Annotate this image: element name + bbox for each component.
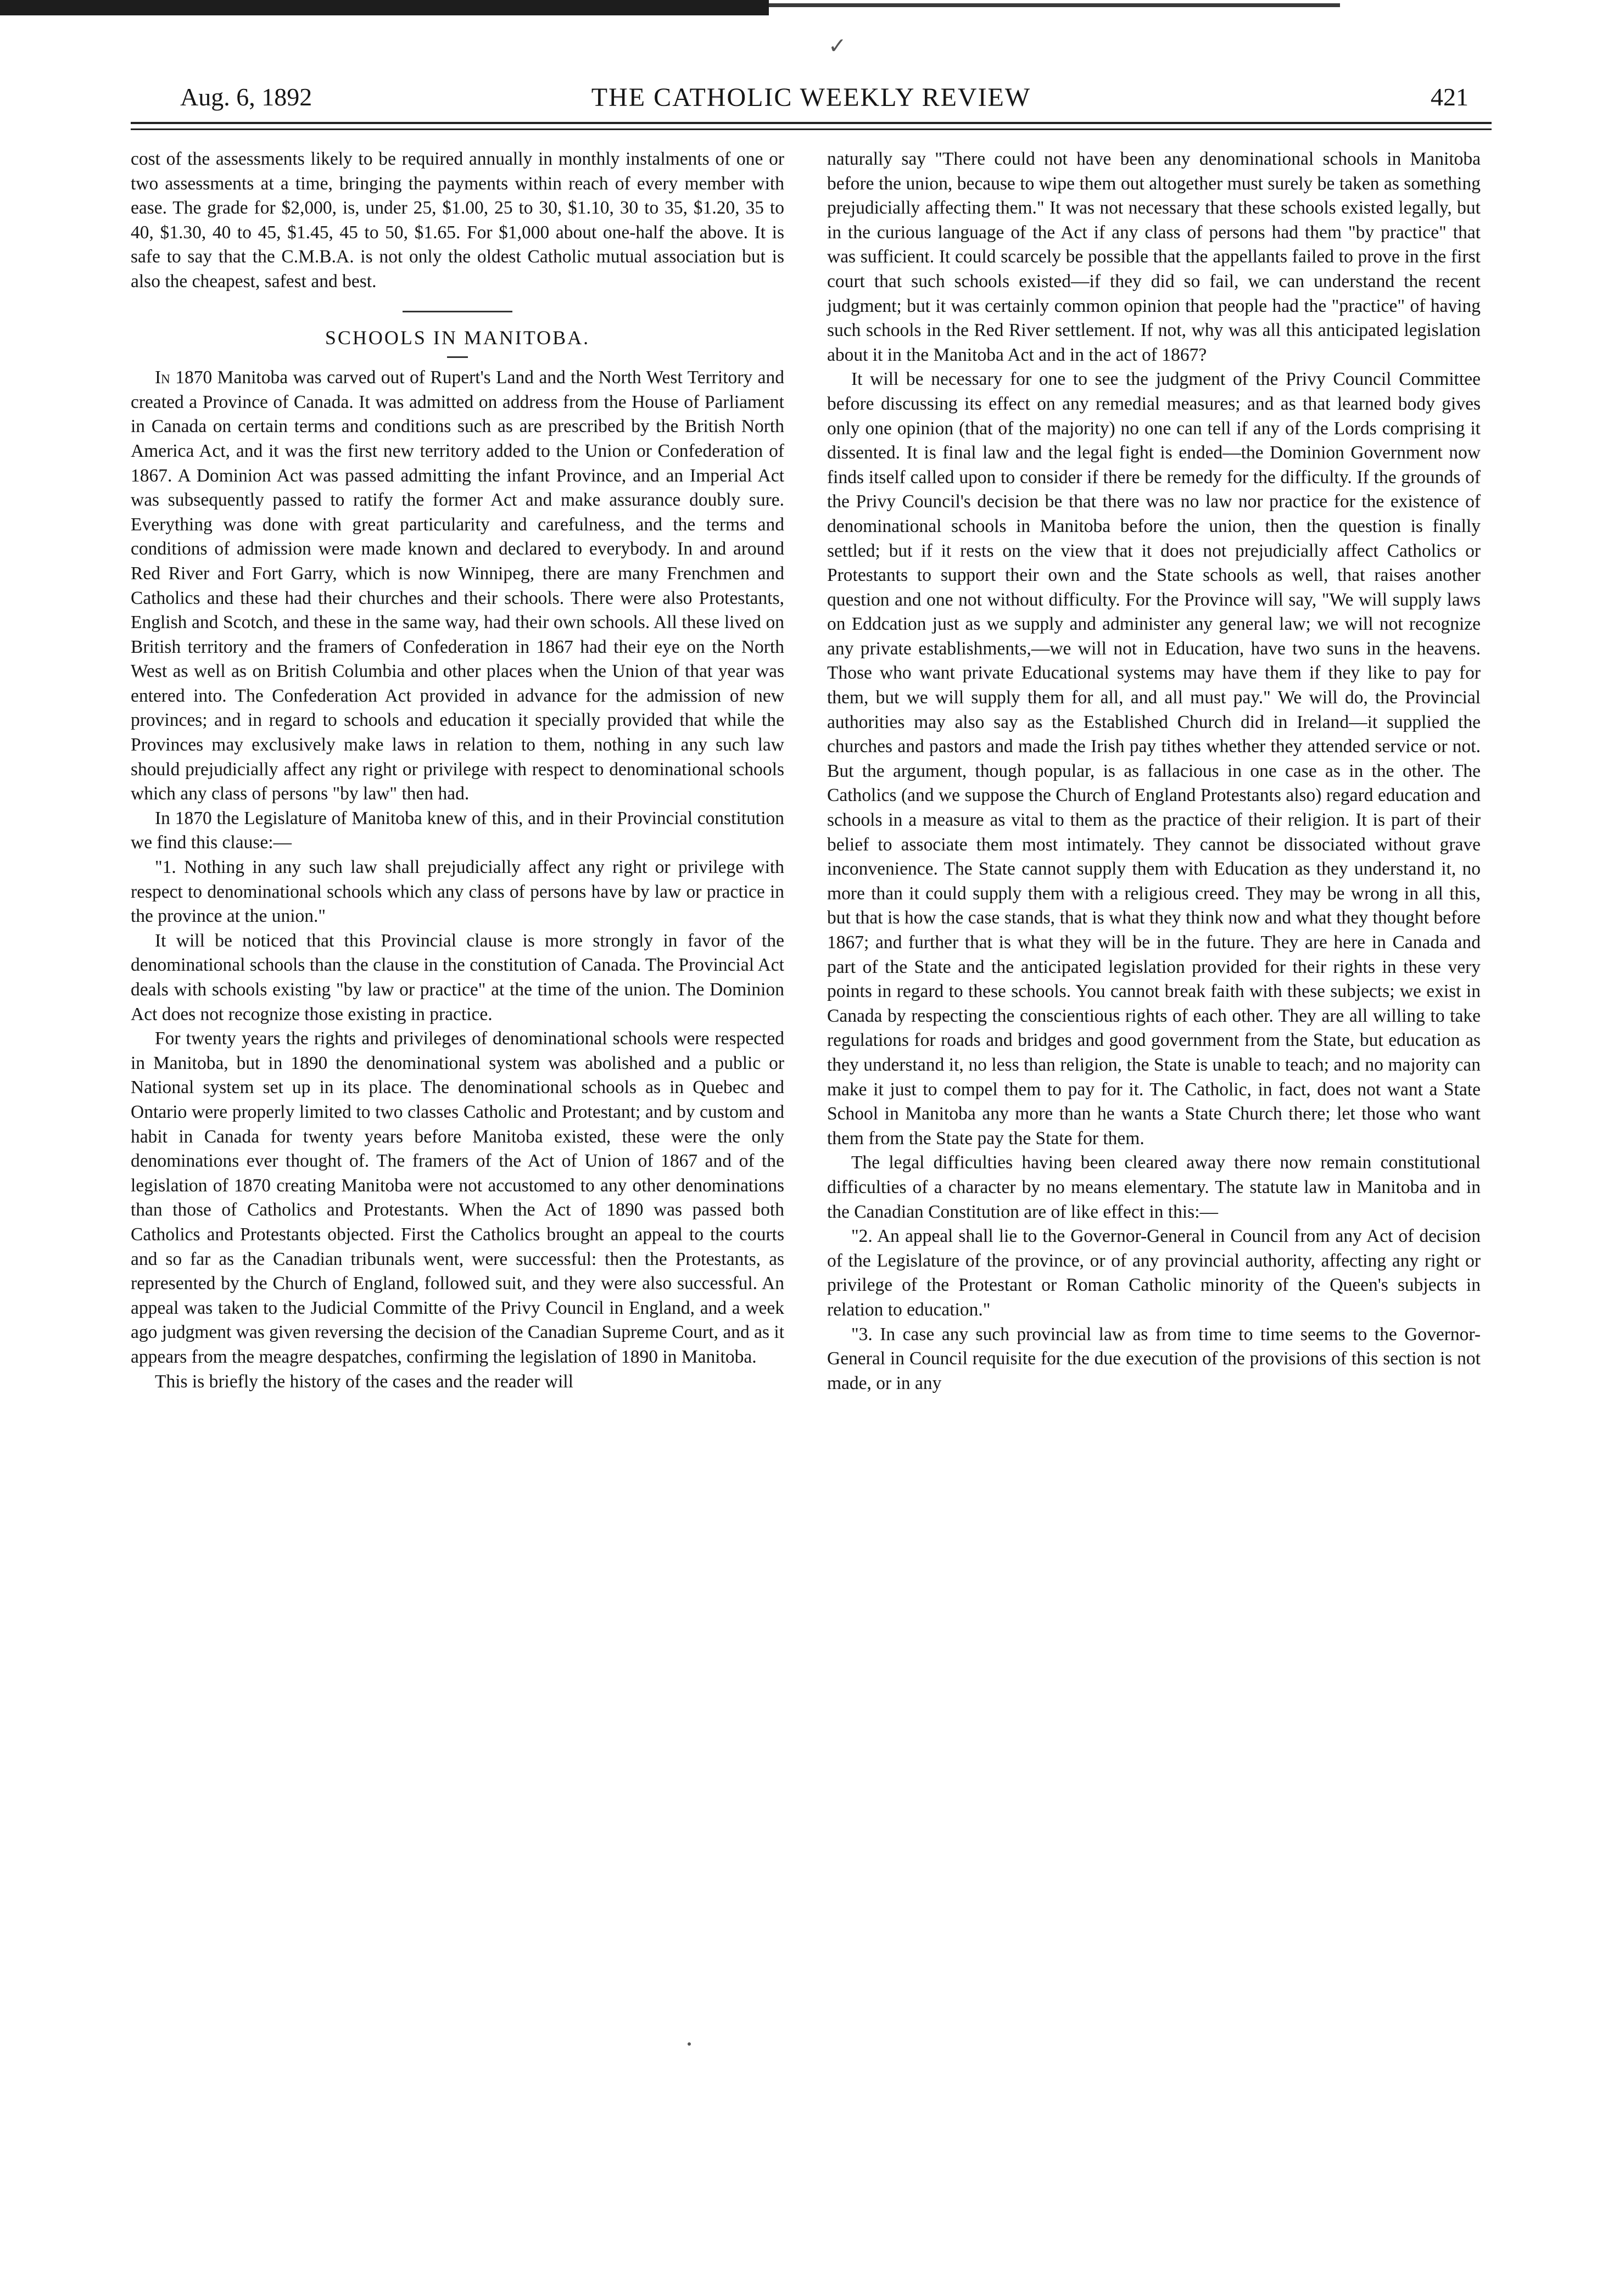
paragraph: The legal difficulties having been cleared away there now remain constitutional difficulties of a character by no means elementary. The statute law in Manitoba and in the Canadian Constitution are of like effect in this:—: [827, 1152, 1481, 1222]
paragraph: In 1870 the Legislature of Manitoba knew of this, and in their Provincial constitution we find this clause:—: [131, 808, 784, 853]
scan-edge-bar: [769, 3, 1340, 7]
paragraph-text: 1870 Manitoba was carved out of Rupert's Land and the North West Territory and created a Province of Canada. It was admitted on address from the House of Parliament in Canada on certain terms and conditions such as are prescribed by the British North America Act, and it was the first new territory added to the Union or Confederation of 1867. A Dominion Act was passed admitting the infant Province, and an Imperial Act was subsequently passed to ratify the former Act and make assurance doubly sure. Everything was done with great particularity and carefulness, and the terms and conditions of admission were made known and declared to everybody. In and around Red River and Fort Garry, which is now Winnipeg, there are many Frenchmen and Catholics and these had their churches and their schools. There were also Protestants, English and Scotch, and these in the same way, had their own schools. All these lived on British territory and the framers of Confederation in 1867 had their eye on the North West as well as on British Columbia and other places when the Union of that year was entered into. The Confederation Act provided in advance for the admission of new provinces; and in regard to schools and education it specially provided that while the Provinces may exclusively make laws in relation to them, nothing in any such law should prejudicially affect any right or privilege with respect to denominational schools which any class of persons "by law" then had.: [131, 367, 784, 804]
page-number: 421: [1431, 83, 1469, 111]
paragraph: It will be noticed that this Provincial clause is more strongly in favor of the denominational schools than the clause in the constitution of Canada. The Provincial Act deals with schools existing "by law or practice" at the time of the union. The Dominion Act does not recognize those existing in practice.: [131, 930, 784, 1024]
right-column: [827, 147, 1481, 1396]
paragraph: naturally say "There could not have been any denominational schools in Manitoba before the union, because to wipe them out altogether must surely be taken as something prejudicially affecting them." It was not necessary that these schools existed legally, but in the curious language of the Act if any class of persons had them "by practice" that was sufficient. It could scarcely be possible that the appellants failed to prove in the first court that such schools existed—if they did so fail, we can understand the recent judgment; but it was certainly common opinion that people had the "practice" of having such schools in the Red River settlement. If not, why was all this anticipated legislation about it in the Manitoba Act and in the act of 1867?: [827, 149, 1481, 365]
header-rule: [131, 122, 1492, 124]
scan-mark: ✓: [828, 33, 847, 58]
paragraph: For twenty years the rights and privileges of denominational schools were respected in Manitoba, but in 1890 the denominational system was abolished and a public or National system set up in its place. The denominational schools as in Quebec and Ontario were properly limited to two classes Catholic and Protestant; and by custom and habit in Canada for twenty years before Manitoba existed, these were the only denominations ever thought of. The framers of the Act of Union of 1867 and of the legislation of 1870 creating Manitoba were not accustomed to any other denominations than those of Catholics and Protestants. When the Act of 1890 was passed both Catholics and Protestants objected. First the Catholics brought an appeal to the courts and so far as the Canadian tribunals went, were successful: then the Protestants, as represented by the Church of England, followed suit, and they were also successful. An appeal was taken to the Judicial Committe of the Privy Council in England, and a week ago judgment was given reversing the decision of the Canadian Supreme Court, and as it appears from the meagre despatches, confirming the legislation of 1890 in Manitoba.: [131, 1028, 784, 1367]
section-title: SCHOOLS IN MANITOBA.: [325, 326, 590, 349]
quoted-clause: "1. Nothing in any such law shall prejudicially affect any right or privilege with respect to denominational schools which any class of persons have by law or practice in the province at the union.": [131, 857, 784, 927]
left-column: [131, 147, 784, 1394]
paragraph: It will be necessary for one to see the judgment of the Privy Council Committee before discussing its effect on any remedial measures; and as that learned body gives only one opinion (that of the majority) no one can tell if any of the Lords comprising it dissented. It is final law and the legal fight is ended—the Dominion Government now finds itself called upon to consider if there be remedy for the difficulty. If the grounds of the Privy Council's decision be that there was no law nor practice for the existence of denominational schools in Manitoba before the union, then the question is finally settled; but if it rests on the view that it does not prejudicially affect Catholics or Protestants to support their own and the State schools as well, that raises another question and one not without difficulty. For the Province will say, "We will supply laws on Eddcation just as we supply and administer any general law; we will not recognize any private establishments,—we will not in Education, have two suns in the heavens. Those who want private Educational systems may have them if they like to pay for them, but we will supply them for all, and all must pay." We will do, the Provincial authorities may also say as the Established Church did in Ireland—it supplied the churches and pastors and made the Irish pay tithes whether they attended service or not. But the argument, though popular, is as fallacious in one case as in the other. The Catholics (and we suppose the Church of England Protestants also) regard education and schools in a measure as vital to them as the practice of their religion. It is part of their belief to associate them most intimately. They cannot be dissociated without grave inconvenience. The State cannot supply them with Education as they understand it, no more than it could supply them with a religious creed. They may be wrong in all this, but that is how the case stands, that is what they think now and what they thought before 1867; and further that is what they will be in the future. They are here in Canada and part of the State and the anticipated legislation provided for their rights in these very points in regard to these schools. You cannot break faith with these subjects; we exist in Canada by respecting the conscientious rights of each other. They are all willing to take regulations for roads and bridges and good government from the State, but education as they understand it, no less than religion, the State is unable to teach; and no majority can make it just to compel them to pay for it. The Catholic, in fact, does not want a State School in Manitoba any more than he wants a State Church there; let those who want them from the State pay the State for them.: [827, 369, 1481, 1149]
page-header: [131, 82, 1492, 115]
issue-date: Aug. 6, 1892: [180, 83, 312, 111]
scan-edge-bar: [0, 0, 769, 15]
section-divider: [403, 311, 512, 312]
quoted-clause: "2. An appeal shall lie to the Governor-General in Council from any Act of decision of the Legislature of the province, or of any provincial authority, affecting any right or privilege of the Protestant or Roman Catholic minority of the Queen's subjects in relation to education.": [827, 1226, 1481, 1320]
header-rule: [131, 128, 1492, 130]
paragraph: [131, 366, 784, 807]
scan-speck: [688, 2042, 691, 2046]
quoted-clause: "3. In case any such provincial law as from time to time seems to the Governor-General in Council requisite for the due execution of the provisions of this section is not made, or in any: [827, 1324, 1481, 1393]
paragraph: cost of the assessments likely to be required annually in monthly instalments of one or two assessments at a time, bringing the payments within reach of every member with ease. The grade for $2,000, is, under 25, $1.00, 25 to 30, $1.10, 30 to 35, $1.20, 35 to 40, $1.30, 40 to 45, $1.45, 45 to 50, $1.65. For $1,000 about one-half the above. It is safe to say that the C.M.B.A. is not only the oldest Catholic mutual association but is also the cheapest, safest and best.: [131, 149, 784, 292]
lead-word: In: [155, 367, 170, 388]
publication-title: THE CATHOLIC WEEKLY REVIEW: [591, 83, 1031, 112]
paragraph: This is briefly the history of the cases and the reader will: [155, 1371, 573, 1392]
title-dash: [447, 356, 468, 358]
